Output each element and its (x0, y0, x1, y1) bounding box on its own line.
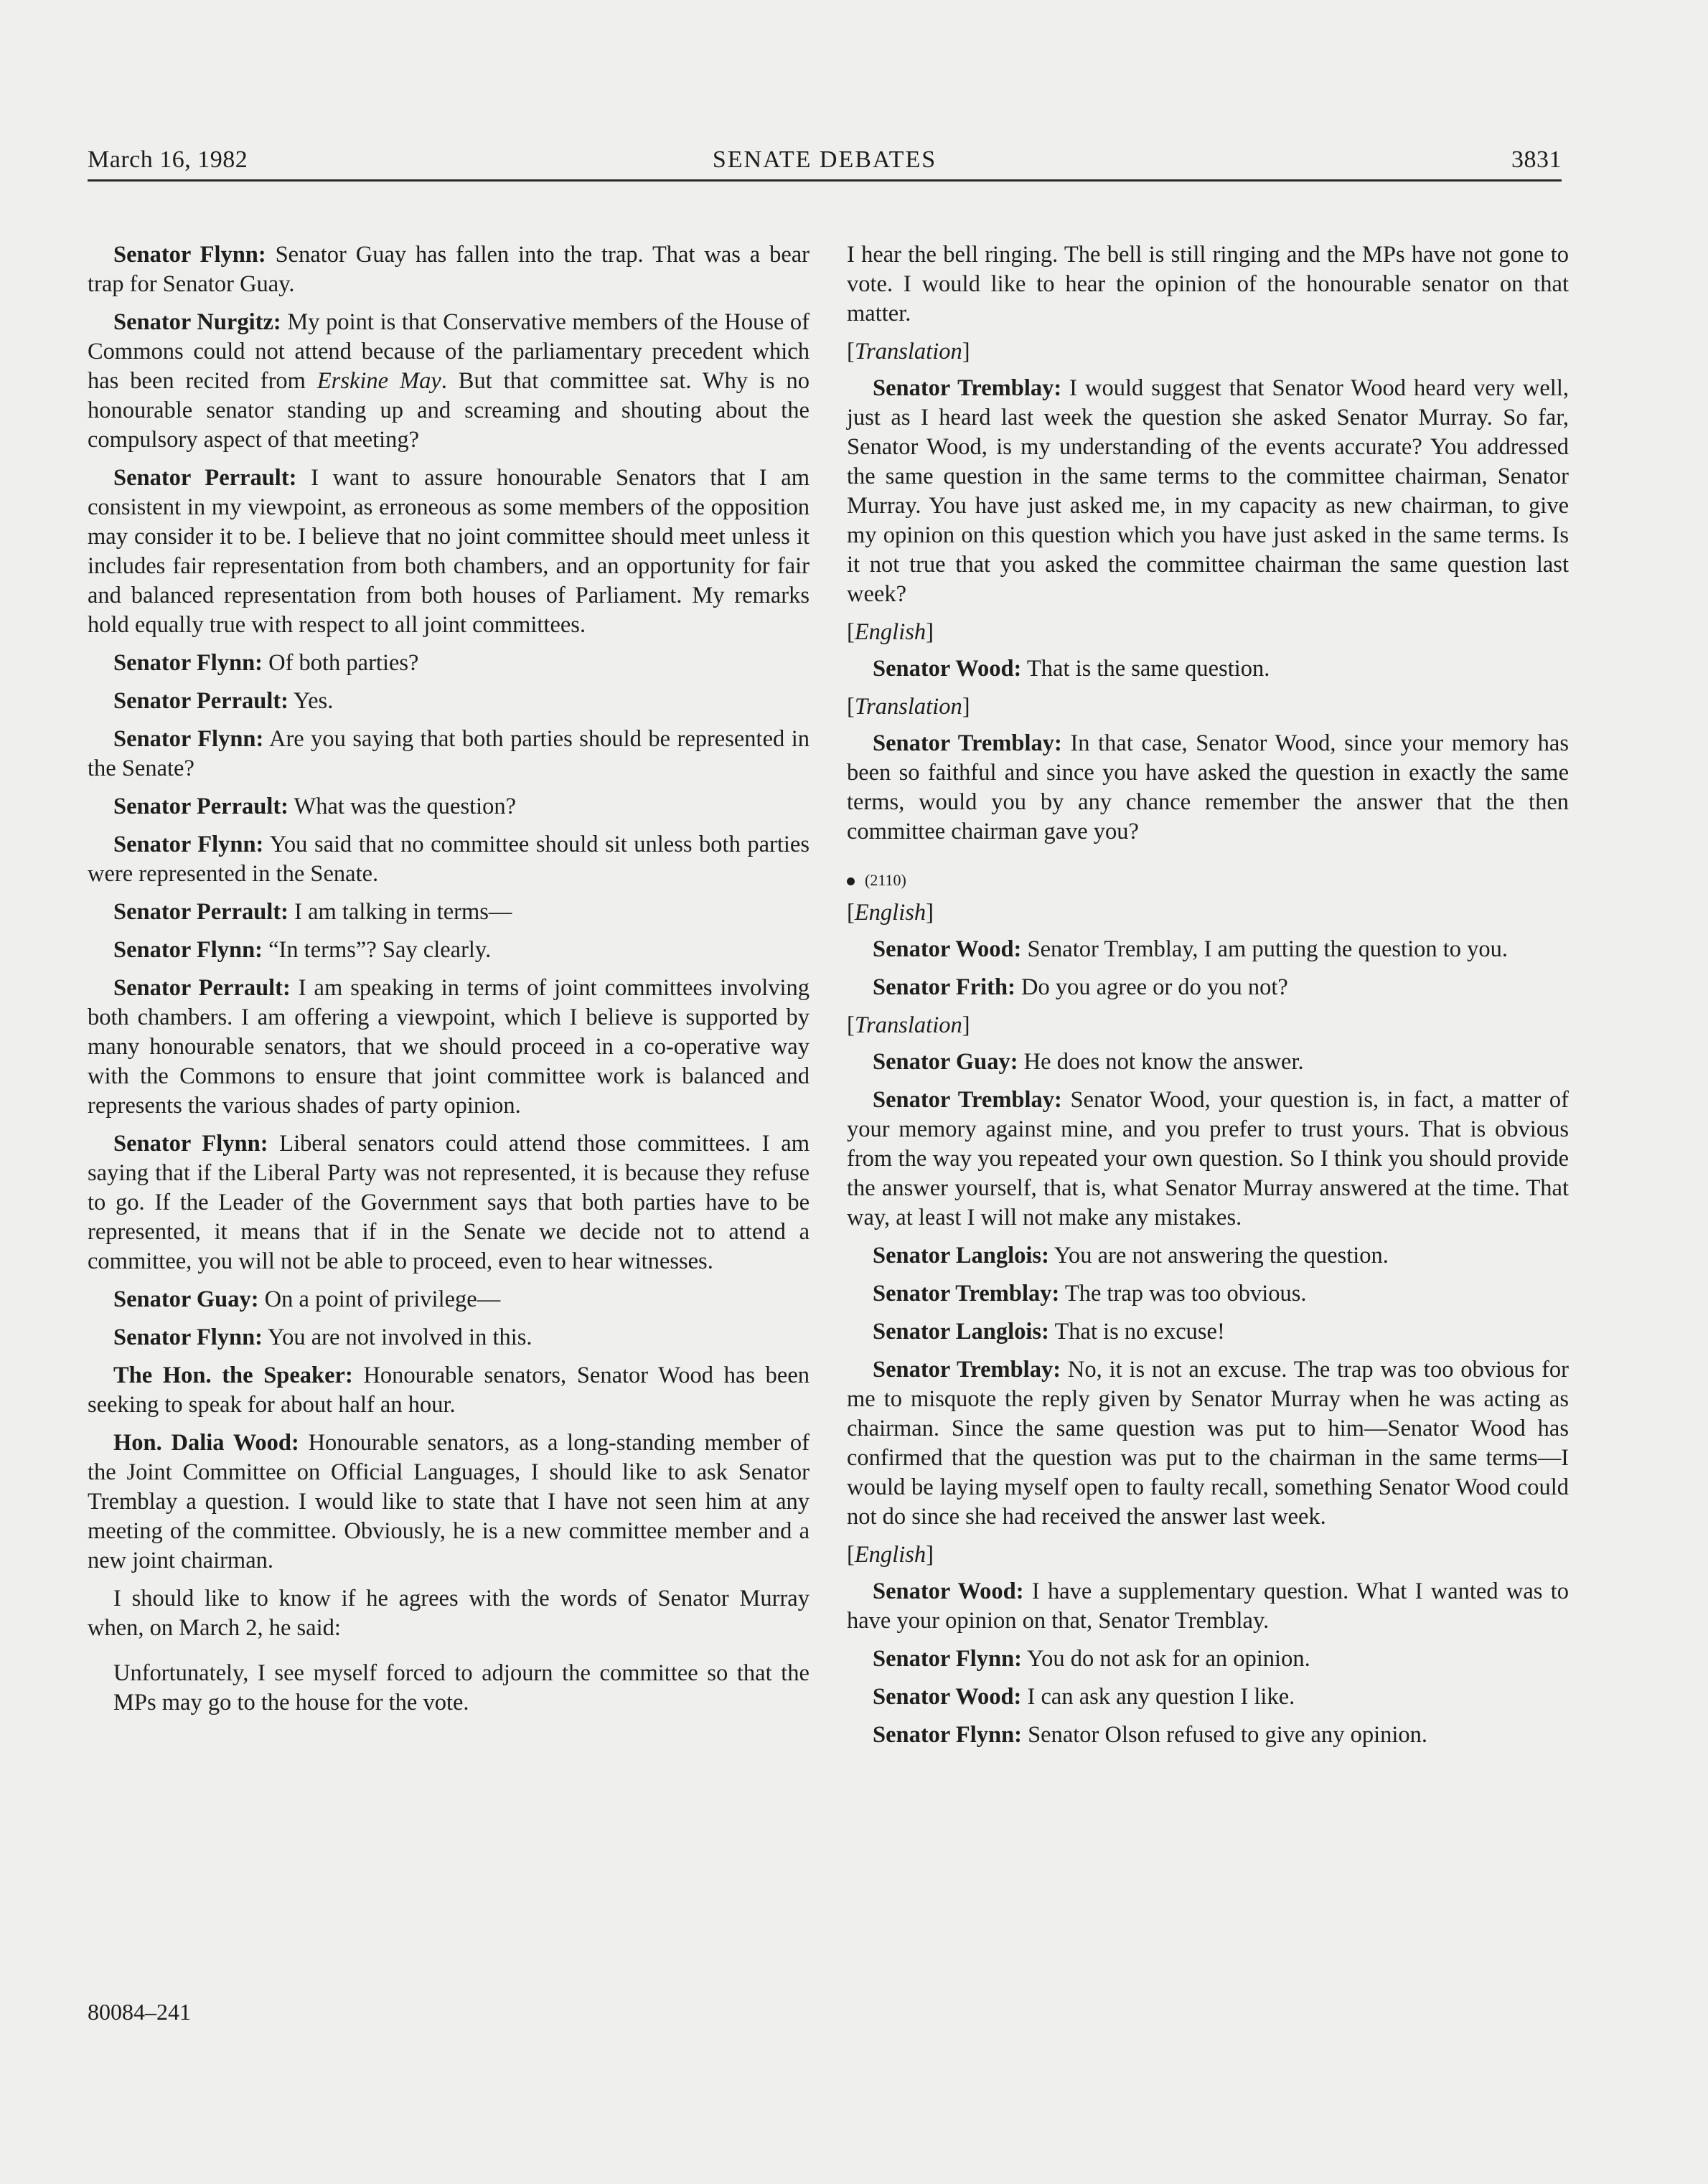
speaker-name: Senator Flynn: (873, 1722, 1022, 1748)
page-footer: 80084–241 (88, 1999, 191, 2025)
quotation: Unfortunately, I see myself forced to adjourn the committee so that the MPs may go to the house for the vote. (113, 1660, 810, 1715)
speech-paragraph (847, 1577, 1569, 1636)
speech-text: The trap was too obvious. (1059, 1281, 1307, 1307)
speech-text: Do you agree or do you not? (1015, 974, 1288, 1000)
speaker-name: Senator Tremblay: (873, 730, 1062, 756)
speaker-name: Senator Flynn: (113, 1324, 263, 1350)
speech-text: My point is that Conservative members of the House of Commons could not attend because of the parliamentary precedent which has been recited from (88, 309, 810, 394)
speech-paragraph (88, 1584, 810, 1643)
paragraph-continued: I hear the bell ringing. The bell is still ringing and the MPs have not gone to vote. I would like to hear the opinion of the honourable senator on that matter. (847, 242, 1569, 326)
speech-text: Liberal senators could attend those committees. I am saying that if the Liberal Party was not represented, it is because they refuse to go. If the Leader of the Government says that both parties have to be represented, it means that if in the Senate we decide not to attend a committee, you will not be able to proceed, even to hear witnesses. (88, 1131, 810, 1274)
speech-text: You are not involved in this. (262, 1324, 532, 1350)
speech-paragraph (847, 1086, 1569, 1233)
speaker-name: Senator Flynn: (113, 1131, 268, 1157)
speech-text: Are you saying that both parties should be represented in the Senate? (88, 726, 810, 781)
speaker-name: Senator Flynn: (113, 726, 264, 752)
speech-paragraph (847, 1355, 1569, 1532)
language-tag-label: English (854, 1542, 926, 1568)
speech-paragraph (847, 1317, 1569, 1347)
right-column (847, 240, 1569, 1759)
header-title: SENATE DEBATES (712, 146, 937, 173)
language-tag-label: Translation (854, 339, 962, 364)
speaker-name: Senator Guay: (113, 1286, 259, 1312)
speech-paragraph (847, 1241, 1569, 1271)
speech-paragraph (88, 792, 810, 822)
speech-text: I am talking in terms— (288, 899, 512, 925)
speaker-name: Senator Flynn: (113, 242, 266, 268)
speech-text: I have a supplementary question. What I wanted was to have your opinion on that, Senator Tremblay. (847, 1578, 1569, 1634)
speaker-name: Senator Flynn: (113, 937, 263, 963)
speech-text: Honourable senators, as a long-standing member of the Joint Committee on Official Languages, I should like to ask Senator Tremblay a question. I would like to state that I have not seen him at any meeting of the committee. Obviously, he is a new committee member and a new joint chairman. (88, 1430, 810, 1573)
speech-paragraph (847, 1048, 1569, 1077)
speech-paragraph (88, 1129, 810, 1276)
speaker-name: Senator Perrault: (113, 975, 291, 1001)
page-header (88, 146, 1562, 182)
speaker-name: Senator Langlois: (873, 1243, 1049, 1268)
speech-paragraph (88, 463, 810, 640)
speaker-name: Senator Nurgitz: (113, 309, 281, 335)
speech-paragraph (88, 898, 810, 927)
left-column (88, 240, 810, 1726)
speech-paragraph (88, 830, 810, 889)
speaker-name: Senator Guay: (873, 1049, 1018, 1075)
speaker-name: Senator Tremblay: (873, 1357, 1061, 1383)
language-tag: [English] (847, 900, 934, 926)
italic-citation: Erskine May (316, 368, 441, 394)
speech-paragraph (847, 973, 1569, 1002)
speech-paragraph (88, 649, 810, 678)
speaker-name: Senator Perrault: (113, 899, 288, 925)
language-tag-label: English (854, 619, 926, 645)
speech-paragraph (88, 308, 810, 455)
speaker-name: Senator Flynn: (873, 1646, 1022, 1672)
speaker-name: Senator Tremblay: (873, 1087, 1062, 1113)
speech-text: Senator Wood, your question is, in fact, a matter of your memory against mine, and you prefer to trust yours. That is obvious from the way you repeated your own question. So I think you should provide the answer yourself, that is, what Senator Murray answered at the time. That way, at least I will not make any mistakes. (847, 1087, 1569, 1230)
header-date: March 16, 1982 (88, 146, 248, 173)
speech-paragraph (847, 729, 1569, 847)
speech-text: Senator Tremblay, I am putting the question to you. (1021, 936, 1508, 962)
speech-paragraph (88, 936, 810, 965)
language-tag: [Translation] (847, 1012, 970, 1038)
speech-text: I should like to know if he agrees with the words of Senator Murray when, on March 2, he said: (88, 1586, 810, 1641)
speaker-name: Senator Flynn: (113, 832, 264, 857)
speech-paragraph (88, 1285, 810, 1314)
speech-text: No, it is not an excuse. The trap was too obvious for me to misquote the reply given by Senator Murray when he was acting as chairman. Since the same question was put to him—Senator Wood has confirmed that the question was put to the chairman in the same terms—I would be laying myself open to faulty recall, something Senator Wood could not do since she had received the answer last week. (847, 1357, 1569, 1530)
speech-text: You said that no committee should sit unless both parties were represented in the Senate. (88, 832, 810, 887)
language-tag: [Translation] (847, 339, 970, 364)
speech-text: Senator Olson refused to give any opinion. (1021, 1722, 1428, 1748)
speaker-name: Senator Wood: (873, 1684, 1022, 1710)
language-tag: [English] (847, 619, 934, 645)
speech-text: What was the question? (288, 794, 517, 819)
speaker-name: Senator Perrault: (113, 794, 288, 819)
speaker-name: Senator Langlois: (873, 1319, 1049, 1345)
speech-paragraph (847, 1644, 1569, 1674)
speech-text: I want to assure honourable Senators that I am consistent in my viewpoint, as erroneous as some members of the opposition may consider it to be. I believe that no joint committee should meet unless it includes fair representation from both chambers, and an opportunity for fair and balanced representation from both houses of Parliament. My remarks hold equally true with respect to all joint committees. (88, 465, 810, 638)
speech-text: . But that committee sat. Why is no honourable senator standing up and screaming and shouting about the compulsory aspect of that meeting? (88, 368, 810, 453)
speech-paragraph (88, 725, 810, 783)
speech-paragraph (88, 687, 810, 716)
speech-paragraph (847, 374, 1569, 609)
speech-text: “In terms”? Say clearly. (262, 937, 492, 963)
time-marker (847, 870, 1569, 891)
speech-text: Senator Guay has fallen into the trap. That was a bear trap for Senator Guay. (88, 242, 810, 297)
speaker-name: Senator Wood: (873, 1578, 1024, 1604)
speech-paragraph (847, 935, 1569, 964)
time-marker-text: (2110) (865, 871, 906, 889)
speech-text: You do not ask for an opinion. (1021, 1646, 1310, 1672)
speech-text: That is no excuse! (1048, 1319, 1225, 1345)
speaker-name: Senator Tremblay: (873, 1281, 1060, 1307)
speech-text: You are not answering the question. (1048, 1243, 1389, 1268)
speaker-name: The Hon. the Speaker: (113, 1362, 353, 1388)
speech-paragraph (88, 1428, 810, 1576)
header-page-number: 3831 (1511, 146, 1562, 173)
speaker-name: Hon. Dalia Wood: (113, 1430, 299, 1456)
speech-text: That is the same question. (1021, 656, 1270, 682)
language-tag-label: English (854, 900, 926, 926)
speaker-name: Senator Flynn: (113, 650, 263, 676)
speech-paragraph (88, 974, 810, 1121)
bullet-icon (847, 877, 855, 885)
language-tag-label: Translation (854, 1012, 962, 1038)
speech-text: I am speaking in terms of joint committees involving both chambers. I am offering a viewpoint, which I believe is supported by many honourable senators, that we should proceed in a co-operative way with the Commons to ensure that joint committee work is balanced and represents the various shades of party opinion. (88, 975, 810, 1119)
speech-paragraph (88, 1361, 810, 1420)
speech-text: On a point of privilege— (258, 1286, 501, 1312)
speech-text: He does not know the answer. (1018, 1049, 1304, 1075)
speech-text: Yes. (288, 688, 334, 714)
speech-paragraph (847, 1721, 1569, 1750)
speech-paragraph (88, 240, 810, 299)
speaker-name: Senator Wood: (873, 656, 1022, 682)
speaker-name: Senator Frith: (873, 974, 1015, 1000)
speech-paragraph (88, 1323, 810, 1352)
speech-paragraph (847, 654, 1569, 684)
speech-text: I can ask any question I like. (1021, 1684, 1295, 1710)
speech-paragraph (847, 1682, 1569, 1712)
language-tag-label: Translation (854, 694, 962, 720)
speaker-name: Senator Wood: (873, 936, 1022, 962)
speech-text: In that case, Senator Wood, since your memory has been so faithful and since you have asked the question in exactly the same terms, would you by any chance remember the answer that the then committee chairman gave you? (847, 730, 1569, 844)
speech-paragraph (847, 1279, 1569, 1309)
speech-text: Of both parties? (262, 650, 419, 676)
speaker-name: Senator Tremblay: (873, 375, 1062, 401)
language-tag: [English] (847, 1542, 934, 1568)
language-tag: [Translation] (847, 694, 970, 720)
header-rule (88, 179, 1562, 182)
speaker-name: Senator Perrault: (113, 688, 288, 714)
speech-text: I would suggest that Senator Wood heard very well, just as I heard last week the question she asked Senator Murray. So far, Senator Wood, is my understanding of the events accurate? You addressed the same question in the same terms to the committee chairman, Senator Murray. You have just asked me, in my capacity as new chairman, to give my opinion on this question which you have just asked in the same terms. Is it not true that you asked the committee chairman the same question last week? (847, 375, 1569, 607)
speaker-name: Senator Perrault: (113, 465, 297, 491)
speech-text: Honourable senators, Senator Wood has been seeking to speak for about half an hour. (88, 1362, 810, 1418)
